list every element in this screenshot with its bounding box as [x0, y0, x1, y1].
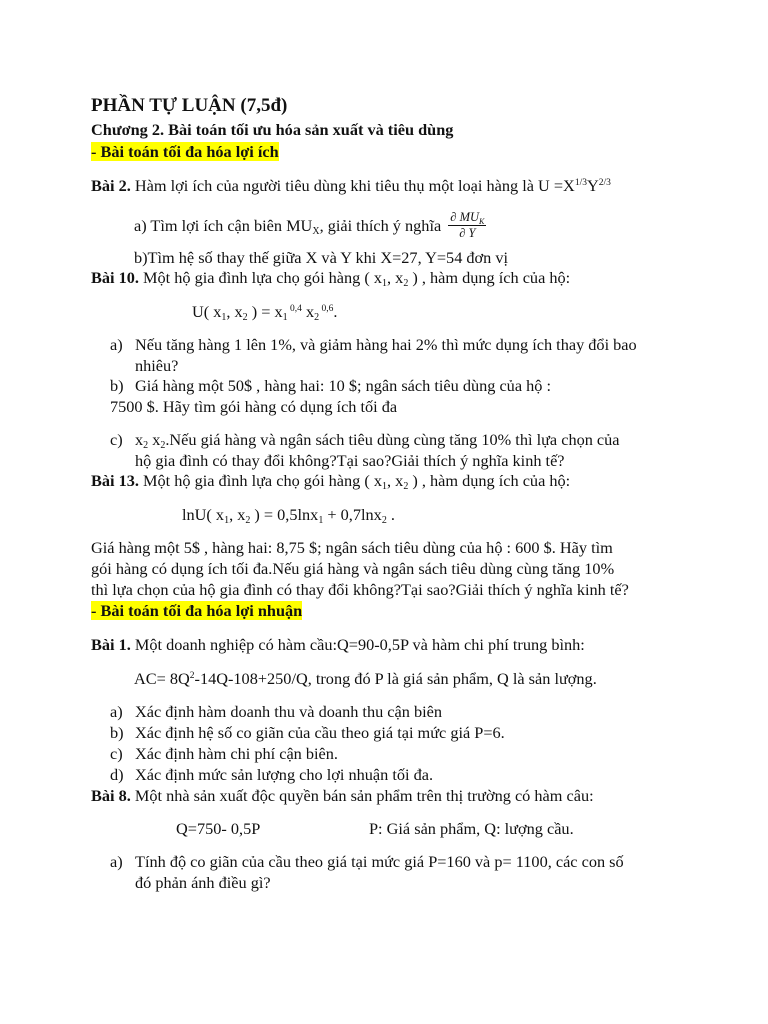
list-item: d) Xác định mức sản lượng cho lợi nhuận tối đa. [110, 765, 434, 784]
bai10-part-b: b) Giá hàng một 50$ , hàng hai: 10 $; ngân sách tiêu dùng của hộ : [110, 376, 551, 395]
page-title: PHẦN TỰ LUẬN (7,5đ) [91, 95, 288, 116]
bai8-statement: Bài 8. Một nhà sản xuất độc quyền bán sản phẩm trên thị trường có hàm câu: [91, 786, 594, 805]
bai13-paragraph-line3: thì lựa chọn của hộ gia đình có thay đổi không?Tại sao?Giải thích ý nghĩa kinh tế? [91, 580, 629, 599]
bai2-statement: Bài 2. Hàm lợi ích của người tiêu dùng khi tiêu thụ một loại hàng là $U =X^{1/3}Y^{2/3}$ [91, 176, 611, 195]
bai10-part-b-cont: 7500 $. Hãy tìm gói hàng có dụng ích tối đa [110, 397, 398, 416]
list-item: b) Xác định hệ số co giãn của cầu theo giá tại mức giá P=6. [110, 723, 505, 742]
list-item: c) Xác định hàm chi phí cận biên. [110, 744, 338, 763]
section-heading-utility: - Bài toán tối đa hóa lợi ích [91, 142, 279, 161]
bai10-part-c-cont: hộ gia đình có thay đổi không?Tại sao?Giải thích ý nghĩa kinh tế? [135, 451, 565, 470]
bai13-paragraph-line2: gói hàng có dụng ích tối đa.Nếu giá hàng và ngân sách tiêu dùng cùng tăng 10% [91, 559, 615, 578]
bai1-cost-function: $AC= 8Q^2-14Q-108+250/Q$, trong đó P là giá sản phẩm, Q là sản lượng. [134, 669, 597, 688]
bai8-part-a: a) Tính độ co giãn của cầu theo giá tại mức giá P=160 và p= 1100, các con số [110, 852, 624, 871]
bai8-part-a-cont: đó phản ánh điều gì? [135, 873, 271, 892]
bai1-statement: Bài 1. Một doanh nghiệp có hàm cầu:Q=90-0,5P và hàm chi phí trung bình: [91, 635, 585, 654]
bai13-statement: Bài 13. Một hộ gia đình lựa chọ gói hàng ( $x_1$, $x_2$ ) , hàm dụng ích của hộ: [91, 471, 571, 492]
bai10-statement: Bài 10. Một hộ gia đình lựa chọ gói hàng ( $x_1$, $x_2$ ) , hàm dụng ích của hộ: [91, 268, 571, 289]
bai8-variable-legend: P: Giá sản phẩm, Q: lượng cầu. [369, 819, 574, 838]
section-heading-profit: - Bài toán tối đa hóa lợi nhuận [91, 601, 303, 620]
bai10-utility-function: U( $x_1$, $x_2$ ) = $x_1$ $^{0,4}$ $x_2$ $^{0,6}$. [192, 302, 338, 323]
bai10-part-a-cont: nhiêu? [135, 356, 179, 375]
list-item: a) Xác định hàm doanh thu và doanh thu cận biên [110, 702, 442, 721]
bai2-part-a: a) Tìm lợi ích cận biên $MU_X$, giải thích ý nghĩa $\frac{\partial MU_K}{\partial Y}$ [134, 210, 485, 240]
bai13-paragraph-line1: Giá hàng một 5$ , hàng hai: 8,75 $; ngân sách tiêu dùng của hộ : 600 $. Hãy tìm [91, 538, 613, 557]
chapter-heading: Chương 2. Bài toán tối ưu hóa sản xuất và tiêu dùng [91, 120, 454, 139]
bai10-part-c: c) $x_2$ $x_2.Nếu$ giá hàng và ngân sách tiêu dùng cùng tăng 10% thì lựa chọn của [110, 430, 620, 451]
bai8-demand-function: Q=750- 0,5P [176, 819, 261, 838]
partial-derivative-fraction: $\frac{\partial MU_K}{\partial Y}$ [450, 210, 485, 240]
bai10-part-a: a) Nếu tăng hàng 1 lên 1%, và giảm hàng hai 2% thì mức dụng ích thay đổi bao [110, 335, 637, 354]
bai2-part-b: b)Tìm hệ số thay thế giữa X và Y khi X=27, Y=54 đơn vị [134, 248, 509, 267]
bai13-utility-function: lnU( $x_1$, $x_2$ ) = 0,5lnx$_1$ + 0,7lnx$_2$ . [182, 505, 395, 526]
